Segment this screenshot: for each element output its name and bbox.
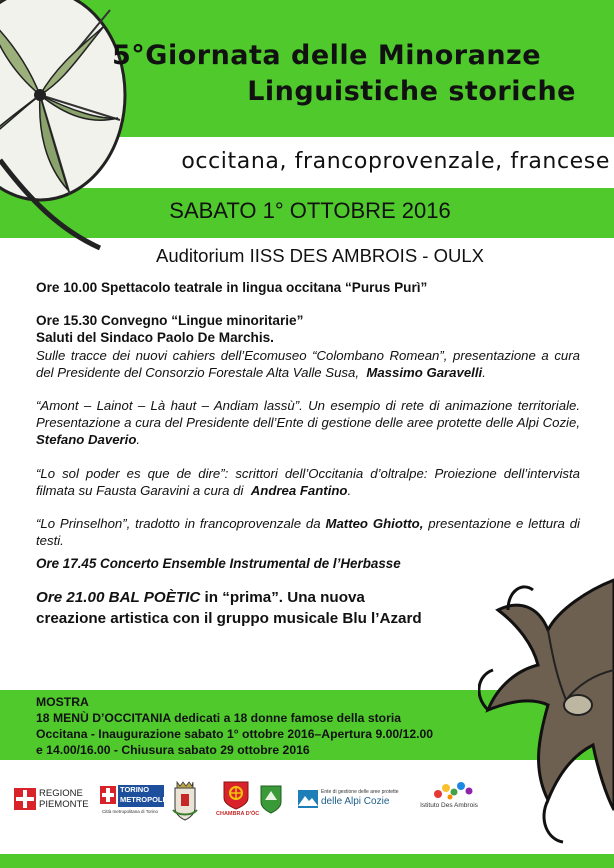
program-item-bal-poetic bbox=[36, 587, 436, 629]
program-item-theatre: Ore 10.00 Spettacolo teatrale in lingua occitana “Purus Purì” bbox=[36, 280, 428, 295]
torino-flag-icon bbox=[100, 786, 116, 804]
program-item-conference: Ore 15.30 Convegno “Lingue minoritarie” bbox=[36, 313, 304, 329]
torino-text-2: METROPOLI bbox=[120, 795, 165, 804]
exhibition-box bbox=[36, 694, 486, 758]
torino-text-3: Città metropolitana di Torino bbox=[102, 809, 158, 814]
ecomuseo-emblem-icon bbox=[258, 782, 284, 814]
event-date: SABATO 1° OTTOBRE 2016 bbox=[169, 198, 451, 223]
ecomuseo-text: Sulle tracce dei nuovi cahiers dell’Ecomuseo “Colombano Romean”, presentazione a cura del Presidente del Consorzio Forestale Alta Valle Susa, bbox=[36, 347, 580, 380]
exhibition-label: MOSTRA bbox=[36, 695, 89, 709]
speaker-daverio: Stefano Daverio bbox=[36, 432, 137, 448]
program-item-greetings: Saluti del Sindaco Paolo De Marchis. bbox=[36, 330, 274, 346]
piemonte-flag-icon bbox=[14, 788, 36, 810]
mountains-icon bbox=[298, 790, 318, 808]
exhibition-line-3: e 14.00/16.00 - Chiusura sabato 29 ottobre 2016 bbox=[36, 743, 310, 757]
torino-text-1: TORINO bbox=[120, 785, 150, 794]
logo-torino-metropoli bbox=[100, 784, 164, 820]
program-item-lo-sol: “Lo sol poder es que de dire”: scrittori dell’Occitania d’oltralpe: Proiezione dell’intervista filmata su Fausta Garavini a cura di Andrea Fantino. bbox=[36, 465, 580, 498]
exhibition-line-2: Occitana - Inaugurazione sabato 1° ottobre 2016–Apertura 9.00/12.00 bbox=[36, 727, 434, 741]
program-item-concert: Ore 17.45 Concerto Ensemble Instrumental de l’Herbasse bbox=[36, 556, 401, 572]
bal-poetic-text: in “prima”. Una nuova creazione artistica con il gruppo musicale Blu l’Azard bbox=[36, 588, 422, 627]
oulx-coat-of-arms-icon bbox=[172, 780, 198, 822]
logo-chambra-doc bbox=[216, 780, 260, 824]
event-title bbox=[112, 38, 602, 110]
chambra-shield-icon bbox=[216, 780, 256, 810]
speaker-ghiotto: Matteo Ghiotto, bbox=[325, 516, 424, 532]
title-line-2: Linguistiche storiche bbox=[247, 76, 576, 107]
title-line-1: 5°Giornata delle Minoranze bbox=[112, 40, 542, 71]
logo-regione-piemonte bbox=[14, 786, 90, 816]
ambrois-text: Istituto Des Ambrois bbox=[420, 802, 478, 809]
prinselhon-text: “Lo Prinselhon”, tradotto in francoprovenzale da bbox=[36, 516, 321, 532]
exhibition-line-1: 18 MENÙ D’OCCITANIA dedicati a 18 donne famose della storia bbox=[36, 711, 402, 725]
languages-subtitle: occitana, francoprovenzale, francese bbox=[181, 149, 610, 174]
alpi-text-big: delle Alpi Cozie bbox=[321, 796, 390, 807]
colored-dots-icon bbox=[432, 780, 478, 802]
program bbox=[36, 279, 580, 629]
bal-poetic-title: Ore 21.00 BAL POÈTIC bbox=[36, 588, 201, 606]
lo-sol-text: “Lo sol poder es que de dire”: scrittori dell’Occitania d’oltralpe: Proiezione dell’intervista filmata su Fausta Garavini a cura di bbox=[36, 465, 580, 498]
amont-text: “Amont – Lainot – Là haut – Andiam lassù”. Un esempio di rete di animazione territoriale. Presentazione a cura del Presidente dell’Ente di gestione delle aree protette delle Alpi Cozie, bbox=[36, 398, 580, 431]
sponsor-logos bbox=[0, 770, 614, 840]
prinselhon-rest: presentazione e lettura di testi. bbox=[36, 516, 580, 549]
alpi-text-small: Ente di gestione delle aree protette bbox=[321, 789, 399, 795]
speaker-fantino: Andrea Fantino bbox=[250, 482, 348, 498]
program-item-amont: “Amont – Lainot – Là haut – Andiam lassù”. Un esempio di rete di animazione territoriale. Presentazione a cura del Presidente dell’Ente di gestione delle aree protette delle Alpi Cozie, Stefano Daverio. bbox=[36, 398, 580, 448]
program-item-prinselhon bbox=[36, 515, 580, 549]
logo-alpi-cozie bbox=[298, 788, 406, 814]
piemonte-text-1: REGIONE bbox=[39, 788, 83, 799]
piemonte-text-2: PIEMONTE bbox=[39, 799, 89, 810]
chambra-text: CHAMBRA D'ÒC bbox=[216, 811, 260, 817]
logo-des-ambrois bbox=[412, 780, 486, 816]
program-item-ecomuseo: Sulle tracce dei nuovi cahiers dell’Ecomuseo “Colombano Romean”, presentazione a cura del Presidente del Consorzio Forestale Alta Valle Susa, Massimo Garavelli. bbox=[36, 347, 580, 380]
speaker-garavelli: Massimo Garavelli bbox=[366, 364, 483, 380]
event-venue: Auditorium IISS DES AMBROIS - OULX bbox=[156, 245, 484, 266]
